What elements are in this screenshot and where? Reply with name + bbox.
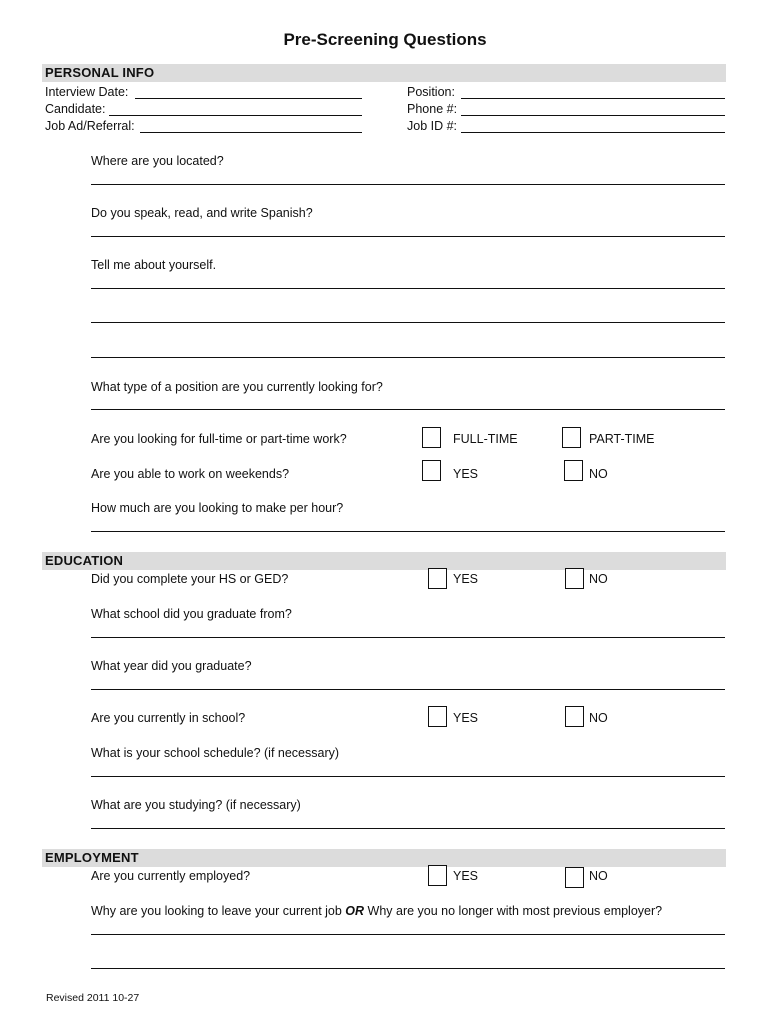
position-label: Position: (407, 85, 455, 99)
question-schedule: What is your school schedule? (if necessary) (91, 746, 340, 760)
in-school-no-label: NO (589, 711, 608, 725)
page-title: Pre-Screening Questions (283, 30, 487, 49)
interview-date-field[interactable] (135, 98, 362, 99)
employed-yes-label: YES (453, 869, 479, 883)
answer-line-tell-me-1[interactable] (91, 288, 725, 289)
full-time-label: FULL-TIME (453, 432, 518, 446)
section-label-personal: PERSONAL INFO (45, 65, 155, 80)
question-leave-part-1: Why are you looking to leave your current job (91, 904, 346, 918)
answer-line-spanish[interactable] (91, 236, 725, 237)
candidate-label: Candidate: (45, 102, 106, 116)
part-time-label: PART-TIME (589, 432, 655, 446)
section-education (42, 552, 726, 570)
question-leave-job (91, 904, 662, 918)
job-ad-label: Job Ad/Referral: (45, 119, 135, 133)
section-personal-info (42, 64, 726, 82)
question-located: Where are you located? (91, 154, 224, 168)
full-time-checkbox[interactable] (422, 427, 441, 448)
answer-line-studying[interactable] (91, 828, 725, 829)
job-id-field[interactable] (461, 132, 725, 133)
position-field[interactable] (461, 98, 725, 99)
question-weekends: Are you able to work on weekends? (91, 467, 290, 481)
employed-no-label: NO (589, 869, 608, 883)
section-label-employment: EMPLOYMENT (45, 850, 139, 865)
weekends-no-checkbox[interactable] (564, 460, 583, 481)
question-tell-me: Tell me about yourself. (91, 258, 217, 272)
interview-date-label: Interview Date: (45, 85, 129, 99)
weekends-yes-label: YES (453, 467, 479, 481)
employed-no-checkbox[interactable] (565, 867, 584, 888)
phone-label: Phone #: (407, 102, 458, 116)
question-school: What school did you graduate from? (91, 607, 292, 621)
candidate-field[interactable] (109, 115, 362, 116)
question-studying: What are you studying? (if necessary) (91, 798, 301, 812)
answer-line-leave-2[interactable] (91, 968, 725, 969)
answer-line-pay[interactable] (91, 531, 725, 532)
question-position-type: What type of a position are you currently looking for? (91, 380, 383, 394)
answer-line-grad-year[interactable] (91, 689, 725, 690)
answer-line-tell-me-3[interactable] (91, 357, 725, 358)
question-fulltime: Are you looking for full-time or part-time work? (91, 432, 347, 446)
hs-ged-no-checkbox[interactable] (565, 568, 584, 589)
job-id-label: Job ID #: (407, 119, 458, 133)
answer-line-tell-me-2[interactable] (91, 322, 725, 323)
answer-line-position-type[interactable] (91, 409, 725, 410)
phone-field[interactable] (461, 115, 725, 116)
answer-line-school[interactable] (91, 637, 725, 638)
answer-line-schedule[interactable] (91, 776, 725, 777)
question-grad-year: What year did you graduate? (91, 659, 252, 673)
question-employed: Are you currently employed? (91, 869, 251, 883)
question-spanish: Do you speak, read, and write Spanish? (91, 206, 313, 220)
answer-line-leave-1[interactable] (91, 934, 725, 935)
hs-ged-yes-checkbox[interactable] (428, 568, 447, 589)
question-hs-ged: Did you complete your HS or GED? (91, 572, 289, 586)
hs-ged-yes-label: YES (453, 572, 479, 586)
answer-line-located[interactable] (91, 184, 725, 185)
hs-ged-no-label: NO (589, 572, 608, 586)
section-employment (42, 849, 726, 867)
in-school-yes-label: YES (453, 711, 479, 725)
weekends-no-label: NO (589, 467, 608, 481)
revision-footer: Revised 2011 10-27 (46, 992, 140, 1004)
in-school-yes-checkbox[interactable] (428, 706, 447, 727)
question-pay: How much are you looking to make per hour? (91, 501, 344, 515)
question-leave-part-2: Why are you no longer with most previous employer? (364, 904, 663, 918)
part-time-checkbox[interactable] (562, 427, 581, 448)
employed-yes-checkbox[interactable] (428, 865, 447, 886)
in-school-no-checkbox[interactable] (565, 706, 584, 727)
section-label-education: EDUCATION (45, 553, 124, 568)
weekends-yes-checkbox[interactable] (422, 460, 441, 481)
job-ad-field[interactable] (140, 132, 362, 133)
question-in-school: Are you currently in school? (91, 711, 246, 725)
question-leave-or: OR (345, 904, 365, 918)
